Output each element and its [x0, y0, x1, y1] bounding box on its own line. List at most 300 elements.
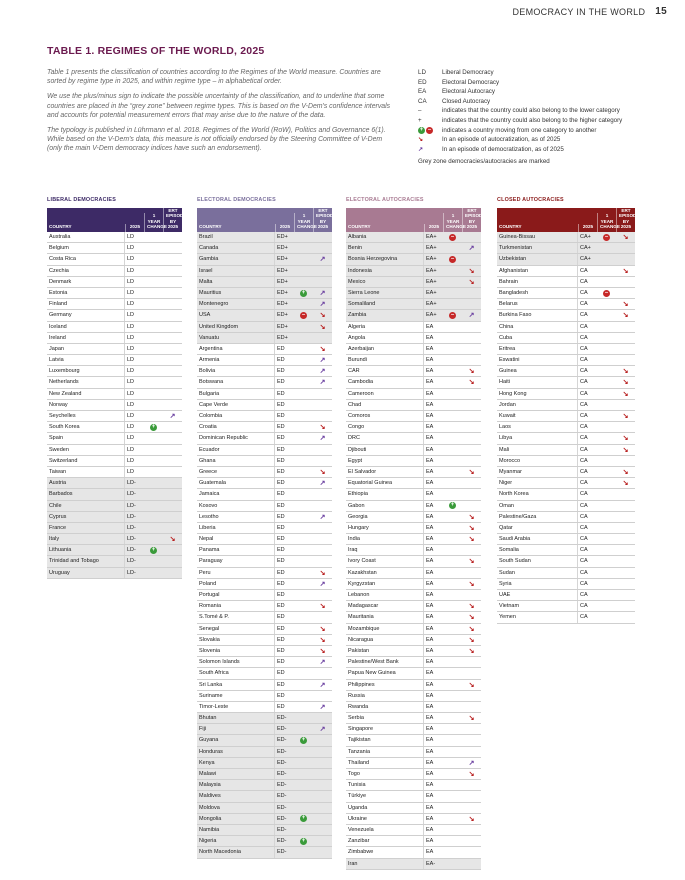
intro-paragraph: The typology is published in Lührmann et al. 2018. Regimes of the World (RoW), Politics and Governance 6(1). While based on the V-Dem's data, this measure is not officially endorsed by the Steering Committee of V-Dem (only the main V-Dem democracy indices have such an endorsement). [47, 127, 386, 153]
ert-cell [313, 445, 332, 455]
table-row [47, 411, 182, 422]
country-name: Cambodia [346, 377, 424, 387]
table-row [346, 635, 481, 646]
regime-value: LD [127, 245, 135, 252]
ert-cell [313, 400, 332, 410]
regime-value: EA [426, 379, 434, 386]
country-name: Sierra Leone [346, 288, 424, 298]
table-row [197, 590, 332, 601]
ert-cell [462, 657, 481, 667]
change-cell [443, 512, 462, 522]
table-row [197, 288, 332, 299]
autocratization-arrow-icon: ↘ [319, 323, 326, 331]
legend-row [418, 68, 668, 78]
table-row [47, 355, 182, 366]
regime-value: EA+ [426, 289, 437, 296]
change-cell [443, 534, 462, 544]
regime-value: ED [277, 636, 285, 643]
country-name: Indonesia [346, 266, 424, 276]
country-name: Slovenia [197, 646, 275, 656]
ert-cell [462, 780, 481, 790]
change-cell [294, 277, 313, 287]
change-cell [294, 344, 313, 354]
table-row [346, 400, 481, 411]
regime-value: LD- [127, 558, 136, 565]
table-row [47, 556, 182, 567]
table-row [47, 344, 182, 355]
col-header-ert: ERT EPISODE BY 2025 [616, 208, 635, 232]
table-row [47, 333, 182, 344]
change-cell [144, 489, 163, 499]
ert-cell [163, 478, 182, 488]
table-row [197, 814, 332, 825]
change-cell [443, 735, 462, 745]
change-cell [443, 668, 462, 678]
country-name: Panama [197, 545, 275, 555]
ert-cell [462, 232, 481, 242]
ert-cell [163, 344, 182, 354]
running-title: DEMOCRACY IN THE WORLD [512, 6, 646, 17]
regime-value: ED- [277, 793, 287, 800]
table-row [346, 355, 481, 366]
ert-cell [313, 568, 332, 578]
change-cell [443, 568, 462, 578]
country-name: Cuba [497, 333, 578, 343]
table-row [47, 277, 182, 288]
table-row [47, 467, 182, 478]
autocratization-arrow-icon: ↘ [468, 558, 475, 566]
ert-cell [462, 277, 481, 287]
table-row [497, 355, 635, 366]
ert-cell [462, 310, 481, 320]
change-cell [443, 400, 462, 410]
table-electoral-democracies [197, 197, 337, 859]
table-row [47, 389, 182, 400]
ert-cell [616, 266, 635, 276]
table-row [197, 545, 332, 556]
ert-cell [163, 456, 182, 466]
change-cell [294, 735, 313, 745]
table-row [497, 489, 635, 500]
ert-cell [313, 724, 332, 734]
regime-value: EA [426, 636, 434, 643]
country-name: Paraguay [197, 556, 275, 566]
regime-value: LD [127, 357, 135, 364]
autocratization-arrow-icon: ↘ [468, 468, 475, 476]
col-header-year: 2025 [578, 224, 597, 232]
country-name: Nepal [197, 534, 275, 544]
change-cell [443, 489, 462, 499]
country-name: Croatia [197, 422, 275, 432]
autocratization-arrow-icon: ↘ [468, 681, 475, 689]
regime-value: ED [277, 379, 285, 386]
ert-cell [313, 668, 332, 678]
democratization-arrow-icon: ↗ [319, 659, 326, 667]
ert-cell [313, 232, 332, 242]
ert-cell [163, 310, 182, 320]
ert-cell [616, 288, 635, 298]
country-name: Suriname [197, 691, 275, 701]
country-name: Kosovo [197, 501, 275, 511]
change-cell [443, 310, 462, 320]
ert-cell [313, 266, 332, 276]
change-cell [443, 702, 462, 712]
ert-cell [163, 467, 182, 477]
legend-key: + [418, 116, 422, 124]
change-cell [443, 691, 462, 701]
democratization-arrow-icon: ↗ [468, 245, 475, 253]
minus-circle-icon: – [427, 126, 432, 133]
legend-row [418, 106, 668, 116]
ert-cell [616, 478, 635, 488]
table-row [47, 568, 182, 579]
ert-cell [616, 612, 635, 622]
democratization-arrow-icon: ↗ [319, 368, 326, 376]
table-row [47, 266, 182, 277]
table-row [497, 411, 635, 422]
regime-value: EA [426, 457, 434, 464]
country-name: Lebanon [346, 590, 424, 600]
change-cell [597, 277, 616, 287]
plus-circle-icon: + [419, 126, 424, 133]
country-name: USA [197, 310, 275, 320]
table-row [197, 847, 332, 858]
ert-cell [163, 411, 182, 421]
country-name: Trinidad and Tobago [47, 556, 125, 566]
table-row [346, 512, 481, 523]
table-row [346, 556, 481, 567]
autocratization-arrow-icon: ↘ [468, 524, 475, 532]
change-cell [597, 422, 616, 432]
country-name: Syria [497, 579, 578, 589]
regime-value: ED- [277, 759, 287, 766]
regime-value: CA [580, 580, 588, 587]
ert-cell [462, 601, 481, 611]
country-name: Cameroon [346, 389, 424, 399]
regime-value: ED+ [277, 278, 288, 285]
change-cell [443, 747, 462, 757]
ert-cell [163, 400, 182, 410]
ert-cell [462, 758, 481, 768]
regime-value: ED [277, 558, 285, 565]
legend-text: indicates a country moving from one category to another [442, 126, 597, 134]
regime-value: EA [426, 849, 434, 856]
democratization-arrow-icon: ↗ [169, 413, 176, 420]
regime-value: LD [127, 267, 135, 274]
regime-value: ED [277, 692, 285, 699]
regime-value: EA+ [426, 256, 437, 263]
legend-row [418, 97, 668, 107]
ert-cell [616, 433, 635, 443]
ert-cell [163, 355, 182, 365]
country-name: Fiji [197, 724, 275, 734]
autocratization-arrow-icon: ↘ [468, 379, 475, 387]
legend-text: indicates that the country could also belong to the lower category [442, 107, 620, 115]
autocratization-arrow-icon: ↘ [319, 603, 326, 611]
country-name: Ethiopia [346, 489, 424, 499]
table-row [197, 523, 332, 534]
page-number: 15 [655, 6, 667, 17]
regime-value: EA [426, 502, 434, 509]
change-cell [294, 657, 313, 667]
regime-value: EA [426, 513, 434, 520]
intro-text [47, 68, 392, 160]
change-cell [443, 411, 462, 421]
table-caption: ELECTORAL AUTOCRACIES [346, 197, 424, 203]
plus-circle-icon: + [301, 289, 306, 296]
ert-cell [313, 836, 332, 846]
table-row [346, 277, 481, 288]
democratization-arrow-icon: ↗ [319, 357, 326, 365]
legend-row [418, 135, 668, 145]
regime-value: LD [127, 424, 135, 431]
ert-cell [616, 422, 635, 432]
autocratization-arrow-icon: ↘ [319, 345, 326, 353]
table-row [197, 668, 332, 679]
change-cell [144, 310, 163, 320]
regime-value: CA+ [580, 245, 591, 252]
change-cell [443, 333, 462, 343]
autocratization-arrow-icon: ↘ [319, 312, 326, 320]
change-cell [144, 411, 163, 421]
ert-cell [462, 355, 481, 365]
table-row [346, 478, 481, 489]
change-cell [294, 803, 313, 813]
change-cell [443, 590, 462, 600]
regime-value: ED [277, 424, 285, 431]
regime-value: EA [426, 838, 434, 845]
table-row [197, 657, 332, 668]
table-row [497, 377, 635, 388]
ert-cell [616, 355, 635, 365]
change-cell [597, 377, 616, 387]
country-name: Haiti [497, 377, 578, 387]
page-header [512, 6, 667, 17]
regime-value: EA [426, 681, 434, 688]
change-cell [443, 769, 462, 779]
table-row [197, 277, 332, 288]
ert-cell [462, 847, 481, 857]
country-name: Senegal [197, 624, 275, 634]
ert-cell [313, 758, 332, 768]
legend-row [418, 145, 668, 155]
regime-value: CA [580, 334, 588, 341]
country-name: Kyrgyzstan [346, 579, 424, 589]
table-row [197, 601, 332, 612]
table-row [346, 859, 481, 870]
country-name: Iran [346, 859, 424, 869]
change-cell [443, 724, 462, 734]
change-cell [443, 232, 462, 242]
country-name: Mauritania [346, 612, 424, 622]
ert-cell [616, 601, 635, 611]
ert-cell [616, 400, 635, 410]
table-title: TABLE 1. REGIMES OF THE WORLD, 2025 [47, 45, 265, 57]
country-name: Gabon [346, 501, 424, 511]
legend-key: CA [418, 97, 427, 105]
col-header-country: COUNTRY [49, 223, 72, 229]
change-cell [294, 590, 313, 600]
ert-cell [462, 288, 481, 298]
table-row [346, 243, 481, 254]
change-cell [294, 232, 313, 242]
change-cell [597, 389, 616, 399]
change-cell [294, 825, 313, 835]
table-row [197, 568, 332, 579]
regime-value: EA [426, 647, 434, 654]
col-header-country: COUNTRY [499, 223, 522, 229]
regime-value: CA [580, 480, 588, 487]
col-header-change: 1 YEAR CHANGE [294, 213, 313, 232]
table-row [197, 310, 332, 321]
regime-value: LD- [127, 524, 136, 531]
autocratization-arrow-icon: ↘ [319, 636, 326, 644]
regime-value: ED+ [277, 289, 288, 296]
table-row [346, 646, 481, 657]
plus-circle-icon: + [301, 815, 306, 822]
table-row [197, 724, 332, 735]
regime-value: CA [580, 513, 588, 520]
country-name: Guinea-Bissau [497, 232, 578, 242]
country-name: United Kingdom [197, 322, 275, 332]
table-row [47, 489, 182, 500]
ert-cell [616, 411, 635, 421]
table-row [47, 478, 182, 489]
regime-value: EA [426, 424, 434, 431]
regime-value: ED [277, 480, 285, 487]
ert-cell [313, 769, 332, 779]
country-name: Bhutan [197, 713, 275, 723]
ert-cell [313, 545, 332, 555]
table-row [346, 445, 481, 456]
col-header-change: 1 YEAR CHANGE [144, 213, 163, 232]
regime-value: ED [277, 401, 285, 408]
ert-cell [462, 814, 481, 824]
country-name: Denmark [47, 277, 125, 287]
change-cell [597, 501, 616, 511]
ert-cell [462, 612, 481, 622]
regime-value: ED+ [277, 323, 288, 330]
regime-value: EA [426, 524, 434, 531]
change-cell [294, 322, 313, 332]
ert-cell [616, 556, 635, 566]
regime-value: EA [426, 446, 434, 453]
change-cell [294, 624, 313, 634]
regime-value: CA [580, 592, 588, 598]
change-cell [294, 355, 313, 365]
ert-cell [163, 489, 182, 499]
country-name: Chile [47, 501, 125, 511]
regime-value: EA [426, 558, 434, 565]
regime-value: CA [580, 558, 588, 565]
table-row [497, 333, 635, 344]
regime-value: EA [426, 782, 434, 789]
country-name: Comoros [346, 411, 424, 421]
table-row [197, 512, 332, 523]
regime-value: LD [127, 256, 135, 263]
country-name: Serbia [346, 713, 424, 723]
ert-cell [616, 534, 635, 544]
table-row [47, 512, 182, 523]
change-cell [294, 713, 313, 723]
table-row [346, 601, 481, 612]
legend-text: Liberal Democracy [442, 69, 494, 76]
change-cell [144, 534, 163, 544]
intro-paragraph: We use the plus/minus sign to indicate the possible uncertainty of the classification, and to underline that some countries are placed in the “grey zone” between regime types. This is based on the V-Dem's confidence intervals and accounts for potential measurement errors that may arise due to the nature of the data. [47, 93, 391, 119]
table-row [346, 702, 481, 713]
regime-value: EA [426, 345, 434, 352]
country-name: Tanzania [346, 747, 424, 757]
ert-cell [313, 612, 332, 622]
regime-value: CA [580, 289, 588, 296]
change-cell [443, 612, 462, 622]
regime-value: CA [580, 435, 588, 442]
change-cell [443, 545, 462, 555]
country-name: Jordan [497, 400, 578, 410]
change-cell [294, 288, 313, 298]
ert-cell [163, 333, 182, 343]
table-row [497, 556, 635, 567]
country-name: Seychelles [47, 411, 125, 421]
table-row [497, 232, 635, 243]
regime-value: ED [277, 524, 285, 531]
country-name: Türkiye [346, 791, 424, 801]
ert-cell [313, 780, 332, 790]
ert-cell [616, 579, 635, 589]
ert-cell [462, 680, 481, 690]
ert-cell [313, 389, 332, 399]
ert-cell [462, 512, 481, 522]
table-row [497, 501, 635, 512]
regime-value: ED+ [277, 256, 288, 263]
table-row [47, 377, 182, 388]
regime-value: LD- [127, 569, 136, 576]
change-cell [597, 601, 616, 611]
regime-value: EA+ [426, 301, 437, 308]
table-row [346, 691, 481, 702]
autocratization-arrow-icon: ↘ [622, 446, 629, 454]
regime-value: LD [127, 413, 135, 419]
country-name: South Korea [47, 422, 125, 432]
country-name: Lithuania [47, 545, 125, 555]
table-row [346, 489, 481, 500]
country-name: Philippines [346, 680, 424, 690]
regime-value: ED [277, 390, 285, 397]
change-cell [443, 389, 462, 399]
autocratization-arrow-icon: ↘ [622, 379, 629, 387]
regime-value: ED [277, 580, 285, 587]
ert-cell [163, 377, 182, 387]
regime-value: LD- [127, 491, 136, 498]
change-cell [294, 545, 313, 555]
table-row [197, 747, 332, 758]
ert-cell [616, 467, 635, 477]
country-name: Ireland [47, 333, 125, 343]
change-cell [597, 545, 616, 555]
country-name: Niger [497, 478, 578, 488]
table-row [346, 568, 481, 579]
ert-cell [313, 377, 332, 387]
change-cell [597, 232, 616, 242]
regime-value: ED [277, 446, 285, 453]
col-header-ert: ERT EPISODE BY 2025 [163, 208, 182, 232]
autocratization-arrow-icon: ↘ [622, 234, 629, 241]
change-cell [597, 344, 616, 354]
regime-value: ED- [277, 771, 287, 777]
table-row [497, 254, 635, 265]
change-cell [597, 333, 616, 343]
country-name: Gambia [197, 254, 275, 264]
